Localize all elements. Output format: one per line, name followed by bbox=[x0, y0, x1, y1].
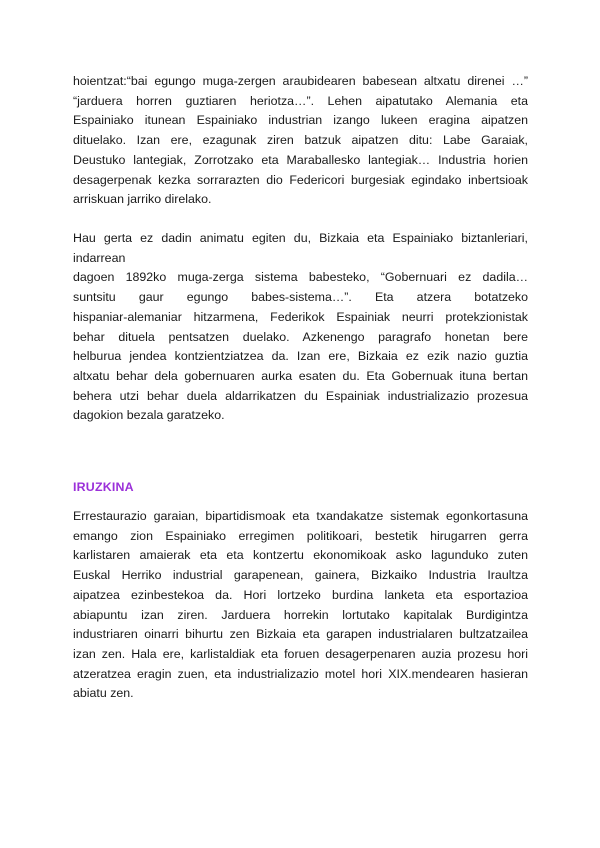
paragraph-line: atzeratzea eragin zuen, eta industrializazio motel hori XIX.mendearen hasieran bbox=[73, 666, 528, 681]
paragraph-line: Errestaurazio garaian, bipartidismoak eta txandakatze sistemak egonkortasuna bbox=[73, 509, 528, 523]
paragraph-line: altxatu behar dela gobernuaren aurka esaten du. Eta Gobernuak ituna bertan bbox=[73, 368, 528, 383]
paragraph-line: indarrean bbox=[73, 250, 126, 265]
paragraph-1 bbox=[73, 72, 528, 210]
paragraph-3 bbox=[73, 507, 528, 704]
paragraph-line: arriskuan jarriko direlako. bbox=[73, 192, 212, 207]
paragraph-line: Deustuko lantegiak, Zorrotzako eta Maraballesko lantegiak… Industria horien bbox=[73, 152, 528, 167]
paragraph-line: dituelako. Izan ere, ezagunak ziren batzuk aipatzen ditu: Labe Garaiak, bbox=[73, 133, 528, 148]
paragraph-2 bbox=[73, 229, 528, 426]
paragraph-line: Espainiako itunean Espainiako industrian izango lukeen eragina aipatzen bbox=[73, 113, 528, 128]
paragraph-line: Euskal Herriko industrial garapenean, gainera, Bizkaiko Industria Iraultza bbox=[73, 568, 528, 583]
paragraph-line: industriaren oinarri bihurtu zen Bizkaia eta garapen industrialaren bultzatzailea bbox=[73, 627, 528, 642]
paragraph-line: behar dituela pentsatzen duelako. Azkenengo paragrafo honetan bere bbox=[73, 329, 528, 344]
paragraph-line: dagoen 1892ko muga-zerga sistema babesteko, “Gobernuari ez dadila… bbox=[73, 270, 528, 285]
section-heading: IRUZKINA bbox=[73, 480, 134, 494]
paragraph-line: hoientzat:“bai egungo muga-zergen araubidearen babesean altxatu direnei …” bbox=[73, 74, 528, 88]
paragraph-line: izan zen. Hala ere, karlistaldiak eta foruen desagerpenaren auzia prozesu hori bbox=[73, 646, 528, 661]
paragraph-line: abiapuntu izan ziren. Jarduera horrekin lortutako kapitalak Burdigintza bbox=[73, 607, 528, 622]
paragraph-line: emango zion Espainiako erregimen politikoari, bestetik hirugarren gerra bbox=[73, 528, 528, 543]
paragraph-line: dagokion bezala garatzeko. bbox=[73, 408, 225, 423]
paragraph-line: helburua jendea kontzientziatzea da. Izan ere, Bizkaia ez ezik nazio guztia bbox=[73, 349, 528, 364]
paragraph-line: desagerpenak kezka sorrarazten dio Federicori burgesiak egindako inbertsioak bbox=[73, 172, 528, 187]
paragraph-line: behera utzi behar duela aldarrikatzen du Espainiak industrializazio prozesua bbox=[73, 388, 528, 403]
paragraph-line: hispaniar-alemaniar hitzarmena, Federikok Espainiak neurri protekzionistak bbox=[73, 309, 528, 324]
paragraph-line: “jarduera horren guztiaren heriotza…”. Lehen aipatutako Alemania eta bbox=[73, 93, 528, 108]
paragraph-line: karlistaren amaierak eta eta kontzertu ekonomikoak asko lagunduko zuten bbox=[73, 548, 528, 563]
paragraph-line: abiatu zen. bbox=[73, 686, 134, 701]
paragraph-line: aipatzea ezinbestekoa da. Hori lortzeko burdina lanketa eta esportazioa bbox=[73, 587, 528, 602]
paragraph-line: suntsitu gaur egungo babes-sistema…”. Eta atzera botatzeko bbox=[73, 290, 528, 305]
paragraph-line: Hau gerta ez dadin animatu egiten du, Bizkaia eta Espainiako biztanleriari, bbox=[73, 231, 528, 245]
